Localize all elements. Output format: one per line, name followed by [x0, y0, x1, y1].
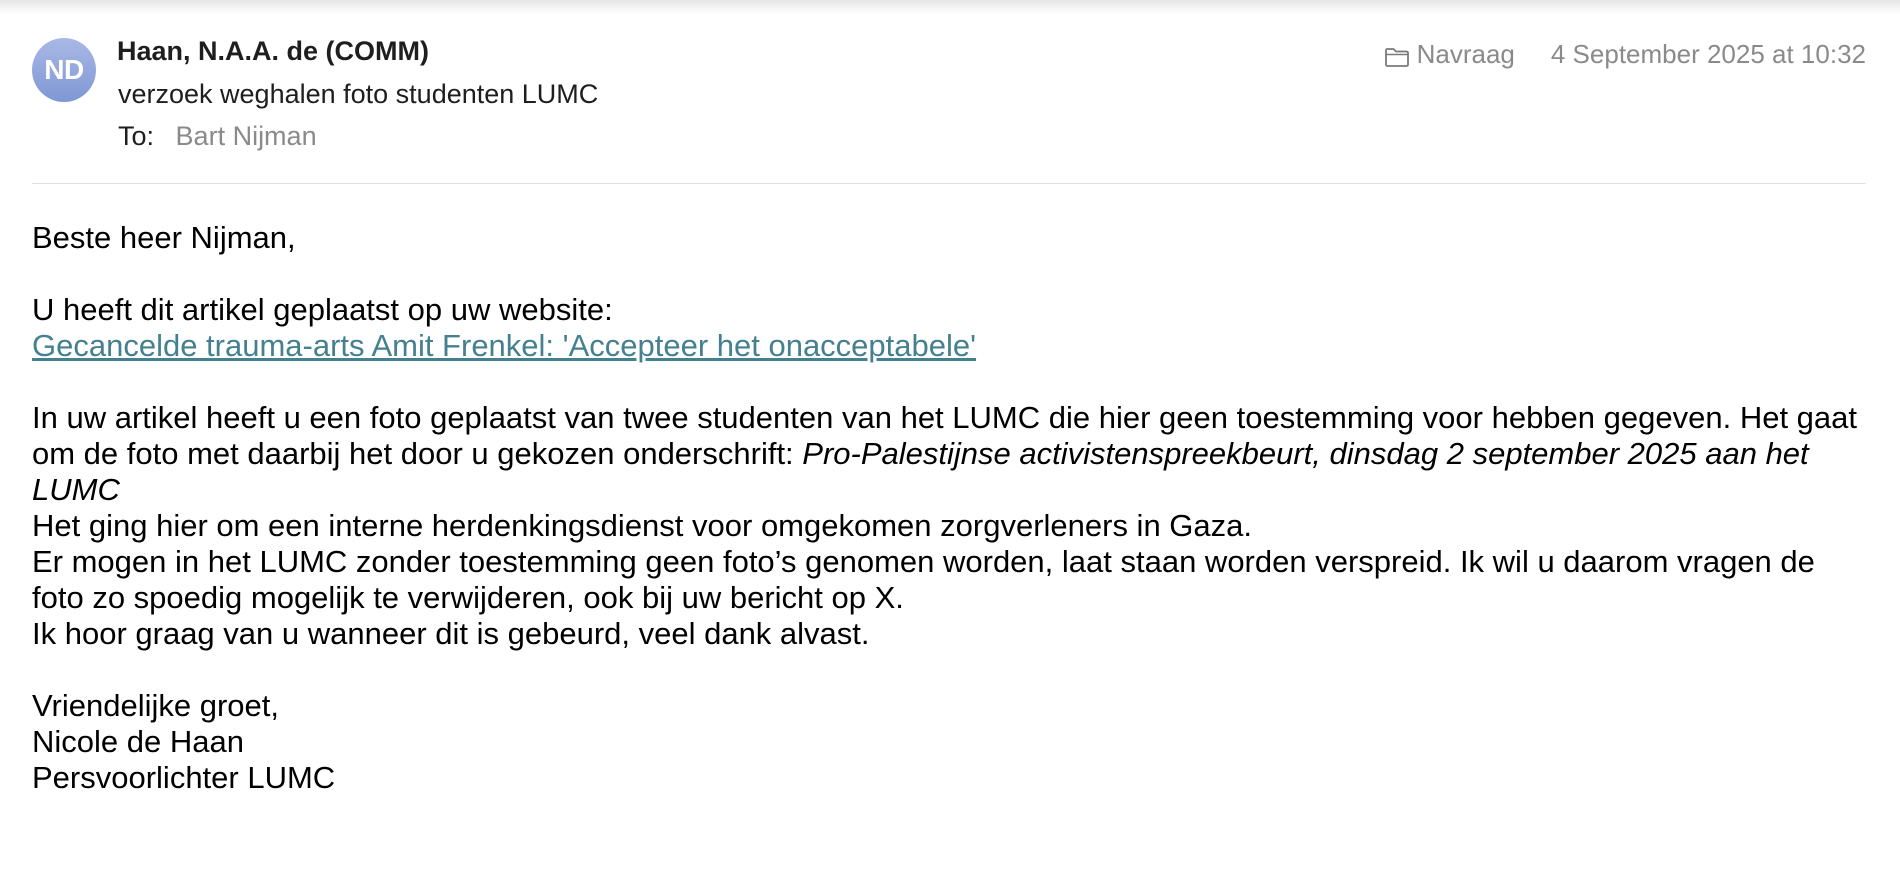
- paragraph-photo-text: In uw artikel heeft u een foto geplaatst van twee studenten van het LUMC die hier geen toestemming voor hebben gegeven. Het gaat om de foto met daarbij het door u gekozen onderschrift:: [32, 400, 1858, 471]
- signature-title: Persvoorlichter LUMC: [32, 760, 336, 795]
- blank-line: [32, 652, 1872, 688]
- message-date: 4 September 2025 at 10:32: [1550, 39, 1866, 69]
- recipient-name[interactable]: Bart Nijman: [175, 121, 317, 151]
- message-body: [32, 220, 1872, 796]
- to-label: To:: [118, 121, 155, 151]
- photo-caption-quote: Pro-Palestijnse activistenspreekbeurt, dinsdag 2 september 2025 aan het LUMC: [32, 436, 1809, 507]
- signature-name: Nicole de Haan: [32, 724, 244, 759]
- blank-line: [32, 256, 1872, 292]
- intro-text: U heeft dit artikel geplaatst op uw website:: [32, 292, 613, 327]
- avatar[interactable]: ND: [32, 38, 96, 102]
- blank-line: [32, 364, 1872, 400]
- paragraph-photo: [32, 400, 1872, 508]
- message-header: [0, 0, 1900, 184]
- closing: Vriendelijke groet,: [32, 688, 279, 723]
- article-link[interactable]: Gecancelde trauma-arts Amit Frenkel: 'Accepteer het onacceptabele': [32, 328, 977, 363]
- greeting: Beste heer Nijman,: [32, 220, 296, 255]
- header-divider: [32, 183, 1866, 184]
- paragraph-line-3: Er mogen in het LUMC zonder toestemming geen foto’s genomen worden, laat staan worden verspreid. Ik wil u daarom vragen de foto zo spoedig mogelijk te verwijderen, ook bij uw bericht op X.: [32, 544, 1815, 615]
- paragraph-line-4: Ik hoor graag van u wanneer dit is gebeurd, veel dank alvast.: [32, 616, 870, 651]
- recipient-row: [118, 121, 317, 152]
- paragraph-line-2: Het ging hier om een interne herdenkingsdienst voor omgekomen zorgverleners in Gaza.: [32, 508, 1253, 543]
- folder-icon: [1384, 44, 1410, 66]
- sender-name[interactable]: Haan, N.A.A. de (COMM): [117, 36, 430, 66]
- mailbox-folder-label[interactable]: Navraag: [1416, 39, 1515, 69]
- message-subject: verzoek weghalen foto studenten LUMC: [118, 79, 599, 109]
- message-meta: [1384, 39, 1866, 70]
